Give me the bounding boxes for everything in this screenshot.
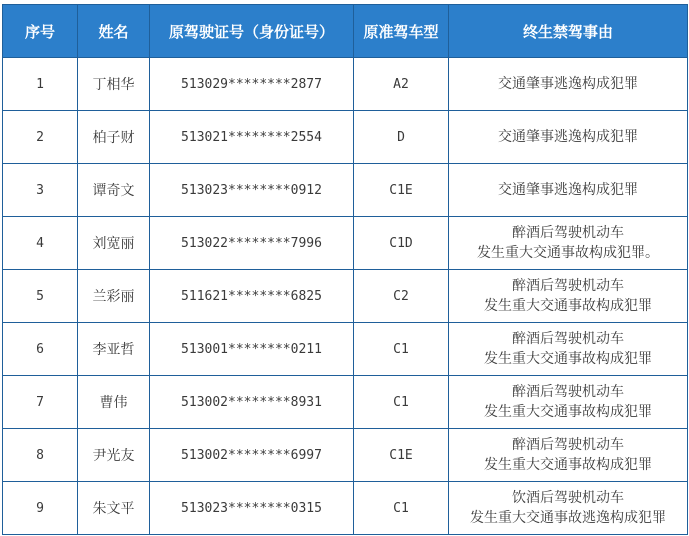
- table-row: [3, 217, 688, 270]
- reason-line-1: 醉酒后驾驶机动车: [512, 331, 624, 347]
- row-license-id-cell: 513021********2554: [150, 111, 354, 164]
- row-license-type-cell: C1E: [354, 164, 449, 217]
- row-name-cell: 丁相华: [78, 58, 150, 111]
- row-reason-cell: [449, 376, 688, 429]
- lifetime-driving-ban-table: [2, 4, 688, 535]
- row-index-cell: 7: [3, 376, 78, 429]
- row-name-cell: 曹伟: [78, 376, 150, 429]
- row-reason-cell: [449, 58, 688, 111]
- reason-line-2: 发生重大交通事故构成犯罪: [484, 404, 652, 420]
- row-index-cell: 9: [3, 482, 78, 535]
- reason-line-1: 醉酒后驾驶机动车: [512, 384, 624, 400]
- row-reason-cell: [449, 482, 688, 535]
- row-index-cell: 2: [3, 111, 78, 164]
- row-license-id-cell: 513023********0315: [150, 482, 354, 535]
- row-name-cell: 尹光友: [78, 429, 150, 482]
- reason-line-1: 饮酒后驾驶机动车: [512, 490, 624, 506]
- row-license-type-cell: C1: [354, 323, 449, 376]
- row-license-type-cell: C2: [354, 270, 449, 323]
- row-license-type-cell: C1E: [354, 429, 449, 482]
- table-header-row: [3, 5, 688, 58]
- reason-line-1: 醉酒后驾驶机动车: [512, 225, 624, 241]
- row-index-cell: 6: [3, 323, 78, 376]
- reason-line-1: 交通肇事逃逸构成犯罪: [498, 76, 638, 92]
- table-row: [3, 482, 688, 535]
- row-license-type-cell: A2: [354, 58, 449, 111]
- row-license-type-cell: C1: [354, 376, 449, 429]
- table-row: [3, 376, 688, 429]
- row-license-type-cell: C1D: [354, 217, 449, 270]
- row-license-id-cell: 513001********0211: [150, 323, 354, 376]
- table-row: [3, 164, 688, 217]
- header-index: 序号: [3, 5, 78, 58]
- row-name-cell: 谭奇文: [78, 164, 150, 217]
- row-index-cell: 5: [3, 270, 78, 323]
- ban-list-table-container: [2, 4, 687, 534]
- row-reason-cell: [449, 164, 688, 217]
- row-name-cell: 柏子财: [78, 111, 150, 164]
- row-reason-cell: [449, 111, 688, 164]
- reason-line-2: 发生重大交通事故构成犯罪: [484, 351, 652, 367]
- row-license-type-cell: C1: [354, 482, 449, 535]
- row-license-id-cell: 513002********8931: [150, 376, 354, 429]
- row-license-id-cell: 513023********0912: [150, 164, 354, 217]
- reason-line-1: 醉酒后驾驶机动车: [512, 437, 624, 453]
- header-license-id: 原驾驶证号（身份证号）: [150, 5, 354, 58]
- row-index-cell: 4: [3, 217, 78, 270]
- table-row: [3, 323, 688, 376]
- reason-line-2: 发生重大交通事故逃逸构成犯罪: [470, 510, 666, 526]
- header-reason: 终生禁驾事由: [449, 5, 688, 58]
- row-name-cell: 李亚哲: [78, 323, 150, 376]
- table-body: [3, 58, 688, 535]
- table-row: [3, 58, 688, 111]
- reason-line-2: 发生重大交通事故构成犯罪。: [477, 245, 659, 261]
- header-license-type: 原准驾车型: [354, 5, 449, 58]
- row-reason-cell: [449, 217, 688, 270]
- row-license-id-cell: 513029********2877: [150, 58, 354, 111]
- row-reason-cell: [449, 323, 688, 376]
- row-reason-cell: [449, 270, 688, 323]
- reason-line-2: 发生重大交通事故构成犯罪: [484, 457, 652, 473]
- reason-line-1: 交通肇事逃逸构成犯罪: [498, 129, 638, 145]
- row-name-cell: 朱文平: [78, 482, 150, 535]
- reason-line-1: 醉酒后驾驶机动车: [512, 278, 624, 294]
- row-license-id-cell: 513022********7996: [150, 217, 354, 270]
- row-license-id-cell: 511621********6825: [150, 270, 354, 323]
- row-name-cell: 刘宽丽: [78, 217, 150, 270]
- table-row: [3, 270, 688, 323]
- header-name: 姓名: [78, 5, 150, 58]
- row-license-type-cell: D: [354, 111, 449, 164]
- row-reason-cell: [449, 429, 688, 482]
- reason-line-2: 发生重大交通事故构成犯罪: [484, 298, 652, 314]
- table-row: [3, 111, 688, 164]
- row-index-cell: 3: [3, 164, 78, 217]
- row-index-cell: 1: [3, 58, 78, 111]
- reason-line-1: 交通肇事逃逸构成犯罪: [498, 182, 638, 198]
- table-row: [3, 429, 688, 482]
- row-license-id-cell: 513002********6997: [150, 429, 354, 482]
- row-name-cell: 兰彩丽: [78, 270, 150, 323]
- row-index-cell: 8: [3, 429, 78, 482]
